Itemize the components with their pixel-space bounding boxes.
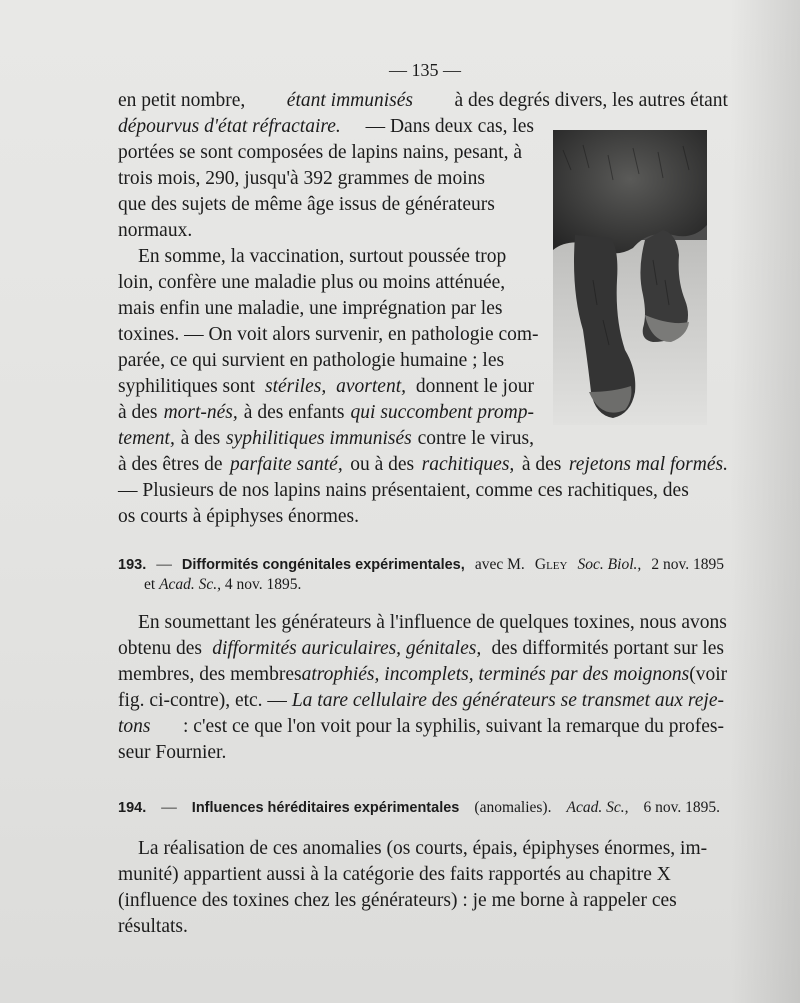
text-line: La réalisation de ces anomalies (os courts, épais, épiphyses énormes, im- (138, 838, 708, 859)
italic-span: syphilitiques immunisés (225, 428, 412, 449)
italic-span: Soc. Biol., (577, 556, 642, 573)
text-span: et (144, 576, 156, 593)
text-span: syphilitiques sont (118, 376, 256, 397)
text-span: 2 nov. 1895 (651, 556, 724, 573)
italic-span: mort-nés, (163, 402, 238, 423)
text-span: membres, des membres (118, 664, 302, 685)
italic-span: rachitiques, (421, 454, 515, 475)
text-span: (voir (689, 664, 728, 685)
text-span: avec M. (474, 556, 525, 573)
text-line: que des sujets de même âge issus de générateurs (118, 194, 495, 215)
italic-span: difformités auriculaires, génitales, (212, 638, 482, 659)
rabbit-limbs-photograph (553, 130, 707, 425)
text-line (118, 636, 724, 662)
text-line: mais enfin une maladie, une imprégnation par les (118, 298, 503, 319)
text-line: (influence des toxines chez les générateurs) : je me borne à rappeler ces (118, 890, 677, 911)
text-line: os courts à épiphyses énormes. (118, 506, 359, 527)
text-line (118, 400, 534, 426)
text-line: loin, confère une maladie plus ou moins atténuée, (118, 272, 506, 293)
italic-span: rejetons mal formés. (568, 454, 728, 475)
italic-span: avortent, (336, 376, 406, 397)
text-span: fig. ci-contre), etc. — (118, 690, 287, 711)
text-line (118, 114, 534, 140)
text-span: ou à des (350, 454, 415, 475)
text-span: à des degrés divers, les autres étant (454, 90, 728, 111)
section-title: Difformités congénitales expérimentales, (181, 557, 465, 573)
text-span: contre le virus, (417, 428, 534, 449)
italic-span: Acad. Sc., (566, 799, 629, 816)
text-span: — (161, 799, 177, 816)
italic-span: atrophiés, incomplets, terminés par des moignons (301, 664, 690, 685)
text-span: en petit nombre, (118, 90, 246, 111)
text-span: 4 nov. 1895. (224, 576, 302, 593)
italic-span: tons (118, 716, 151, 737)
text-span: obtenu des (118, 638, 202, 659)
text-span: des difformités portant sur les (491, 638, 724, 659)
text-line (118, 662, 728, 688)
text-line: En somme, la vaccination, surtout poussée trop (138, 246, 507, 267)
italic-span: dépourvus d'état réfractaire. (118, 116, 341, 137)
section-193-heading-line2 (144, 572, 301, 598)
text-line: seur Fournier. (118, 742, 227, 763)
text-span: 6 nov. 1895. (643, 799, 720, 816)
italic-span: Acad. Sc., (159, 576, 222, 593)
text-line (118, 688, 724, 714)
text-line (118, 426, 534, 452)
author-name: Gley (534, 556, 568, 573)
italic-span: étant immunisés (286, 90, 413, 111)
text-line: munité) appartient aussi à la catégorie des faits rapportés au chapitre X (118, 864, 671, 885)
text-line (118, 452, 728, 478)
text-span: donnent le jour (415, 376, 534, 397)
text-span: à des (180, 428, 221, 449)
text-line: portées se sont composées de lapins nains, pesant, à (118, 142, 522, 163)
text-line (118, 374, 534, 400)
italic-span: qui succombent promp- (350, 402, 534, 423)
page-number: — 135 — (389, 60, 461, 80)
text-span: à des êtres de (118, 454, 223, 475)
italic-span: stériles, (264, 376, 327, 397)
text-line (118, 714, 724, 740)
text-span: : c'est ce que l'on voit pour la syphilis, suivant la remarque du profes- (183, 716, 724, 737)
italic-span: parfaite santé, (230, 454, 343, 475)
italic-span: La tare cellulaire des générateurs se transmet aux reje- (291, 690, 724, 711)
photo-illustration (553, 130, 707, 425)
text-span: à des (521, 454, 562, 475)
text-line: trois mois, 290, jusqu'à 392 grammes de moins (118, 168, 485, 189)
text-span: à des (118, 402, 158, 423)
section-194-heading (118, 795, 720, 821)
section-title: Influences héréditaires expérimentales (191, 800, 460, 816)
text-line: — Plusieurs de nos lapins nains présentaient, comme ces rachitiques, des (118, 480, 689, 501)
text-line (118, 88, 728, 114)
italic-span: tement, (118, 428, 175, 449)
text-line: parée, ce qui survient en pathologie humaine ; les (118, 350, 505, 371)
text-span: (anomalies). (474, 799, 552, 816)
text-span: à des enfants (243, 402, 345, 423)
text-line: toxines. — On voit alors survenir, en pathologie com- (118, 324, 539, 345)
text-span: — (156, 556, 172, 573)
text-line: En soumettant les générateurs à l'influence de quelques toxines, nous avons (138, 612, 727, 633)
text-line: résultats. (118, 916, 188, 937)
section-number: 194. (118, 800, 147, 816)
text-span: — Dans deux cas, les (365, 116, 534, 137)
section-number: 193. (118, 557, 147, 573)
text-line: normaux. (118, 220, 193, 241)
